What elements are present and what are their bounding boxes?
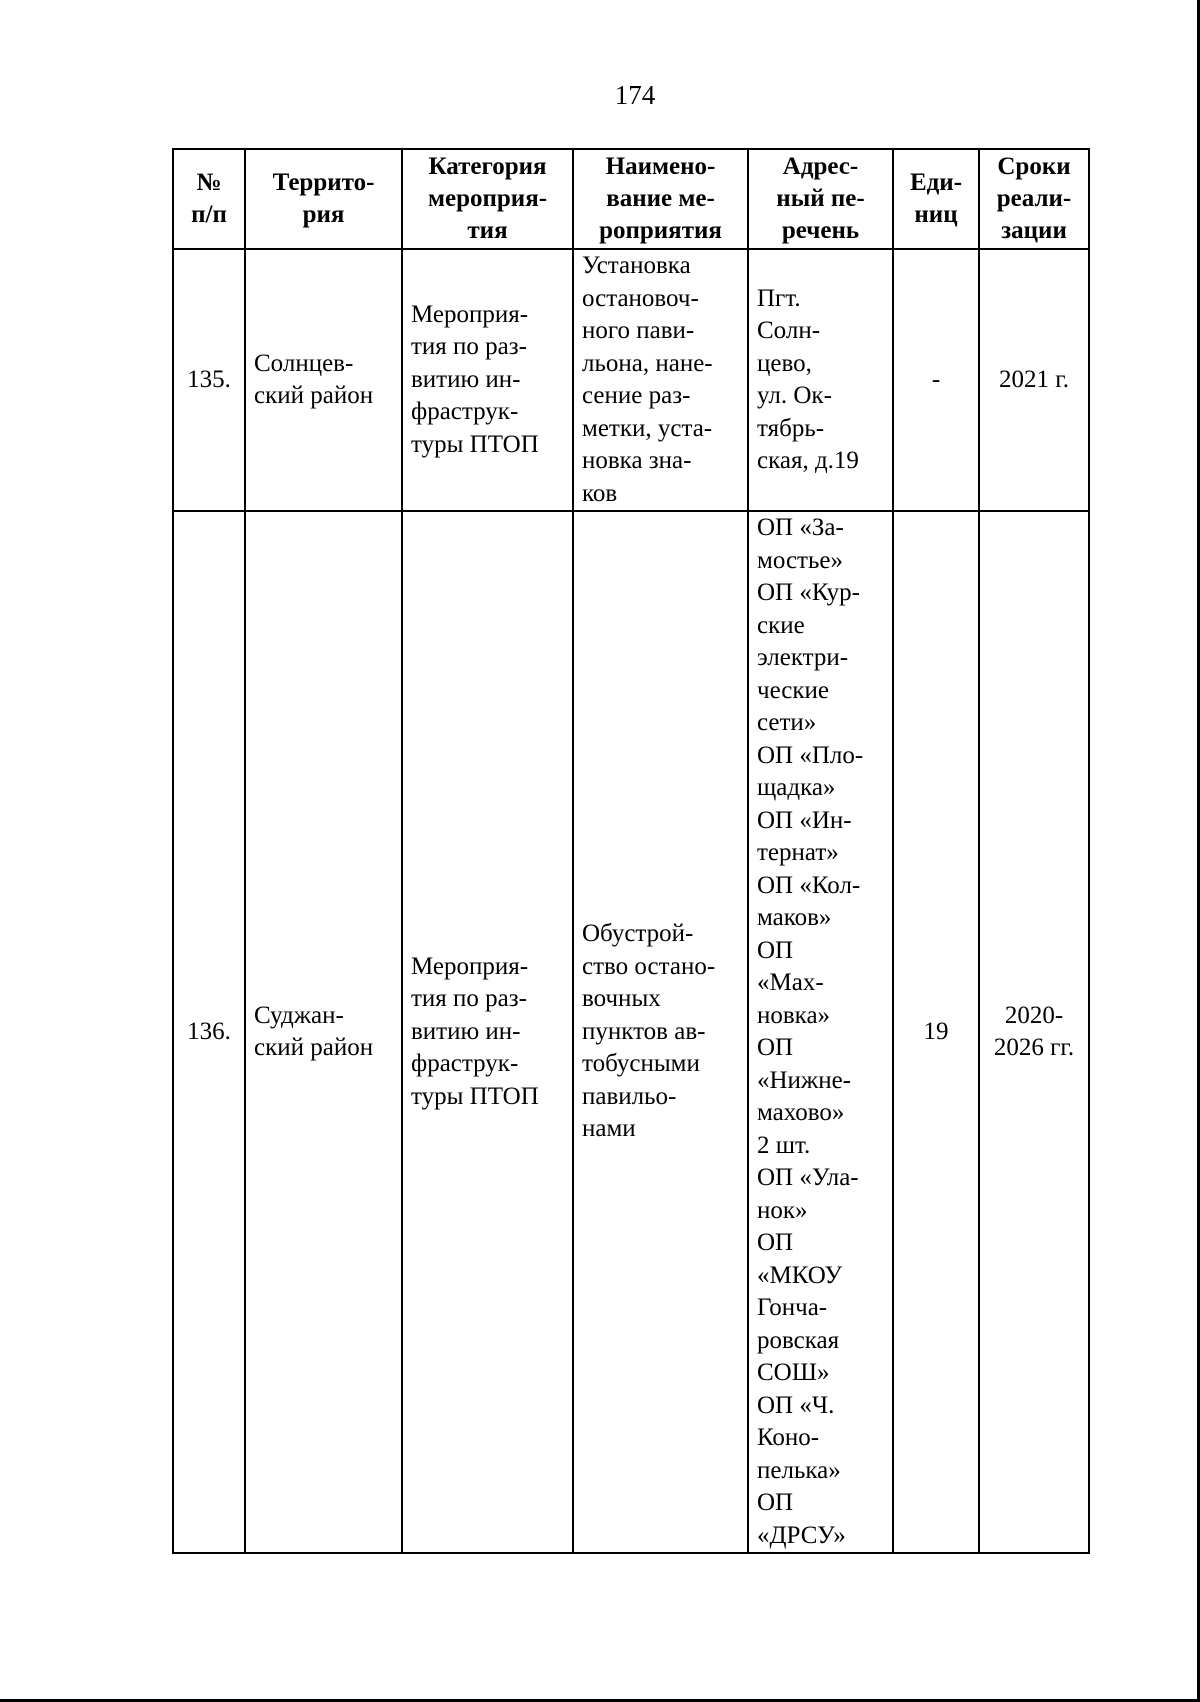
row-term: 2020- 2026 гг. <box>979 511 1089 1553</box>
header-term: Сроки реали- зации <box>979 149 1089 249</box>
measures-table <box>172 148 1090 1554</box>
row-territory: Суджан- ский район <box>245 511 402 1553</box>
table-row <box>173 249 1089 511</box>
header-num: № п/п <box>173 149 245 249</box>
row-number: 135. <box>173 249 245 511</box>
row-term: 2021 г. <box>979 249 1089 511</box>
page-number: 174 <box>614 80 656 110</box>
row-address-list: ОП «За- мостье» ОП «Кур- ские электри- ческие сети» ОП «Пло- щадка» ОП «Ин- тернат» ОП «Кол- маков» ОП «Мах- новка» ОП «Нижне- махово» 2 шт. ОП «Ула- нок» ОП «МКОУ Гонча- ровская СОШ» ОП «Ч. Коно- пелька» ОП «ДРСУ» <box>748 511 893 1553</box>
table-header-row <box>173 149 1089 249</box>
row-territory: Солнцев- ский район <box>245 249 402 511</box>
row-category: Мероприя- тия по раз- витию ин- фраструк- туры ПТОП <box>402 511 573 1553</box>
row-units: - <box>893 249 979 511</box>
header-category: Категория мероприя- тия <box>402 149 573 249</box>
row-number: 136. <box>173 511 245 1553</box>
row-category: Мероприя- тия по раз- витию ин- фраструк- туры ПТОП <box>402 249 573 511</box>
header-name: Наимено- вание ме- роприятия <box>573 149 748 249</box>
row-address-list: Пгт. Солн- цево, ул. Ок- тябрь- ская, д.19 <box>748 249 893 511</box>
row-units: 19 <box>893 511 979 1553</box>
header-territory: Террито- рия <box>245 149 402 249</box>
header-units: Еди- ниц <box>893 149 979 249</box>
header-address: Адрес- ный пе- речень <box>748 149 893 249</box>
row-measure-name: Установка остановоч- ного пави- льона, нане- сение раз- метки, уста- новка зна- ков <box>573 249 748 511</box>
table-row <box>173 511 1089 1553</box>
row-measure-name: Обустрой- ство остано- вочных пунктов ав- тобусными павильо- нами <box>573 511 748 1553</box>
